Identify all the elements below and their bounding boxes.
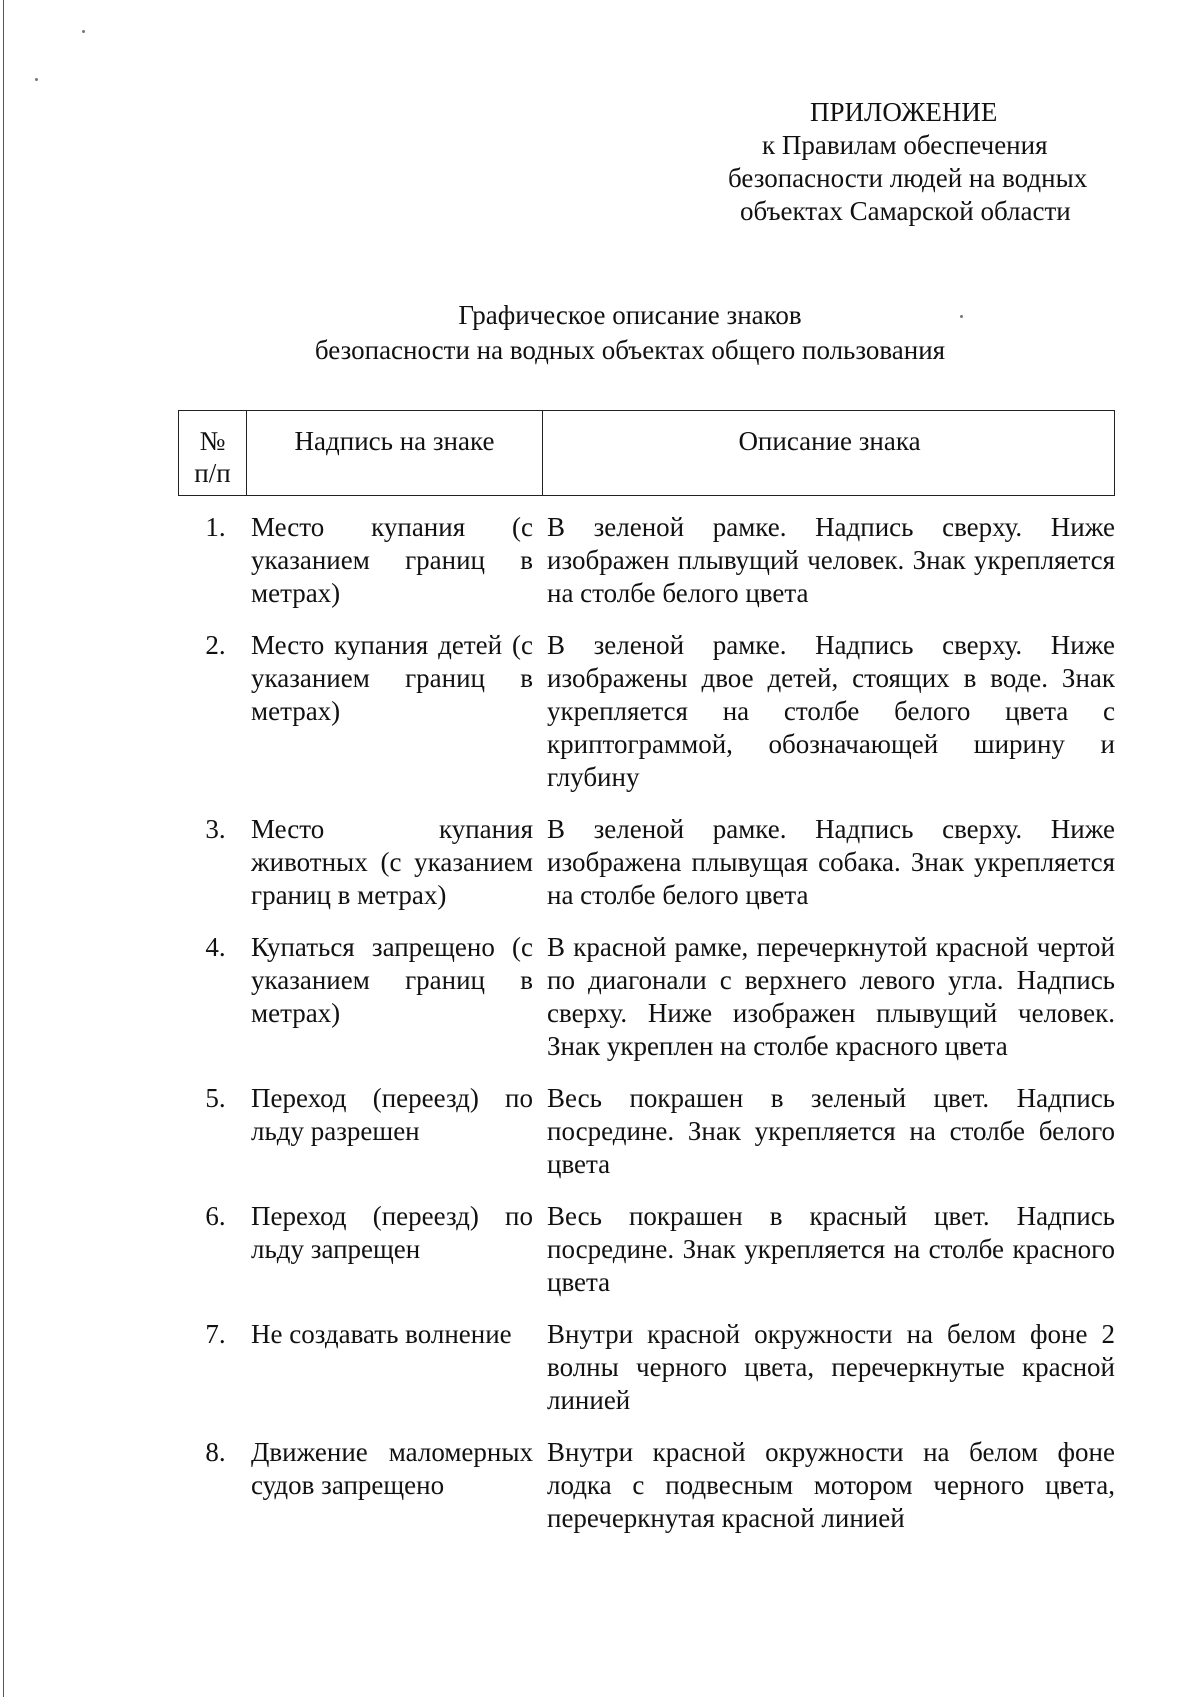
- scan-speck: [82, 30, 85, 33]
- row-number: 1.: [205, 512, 226, 542]
- sign-description: Внутри красной окружности на белом фоне 2 волны черного цвета, перечеркнутые красной линией: [547, 1319, 1115, 1415]
- header-number: № п/п: [194, 426, 231, 488]
- scan-speck: [35, 78, 38, 81]
- row-number: 4.: [205, 932, 226, 962]
- sign-label: Переход (переезд) по льду разрешен: [251, 1083, 533, 1146]
- header-description: Описание знака: [542, 411, 1116, 495]
- sign-description: Весь покрашен в красный цвет. Надпись посредине. Знак укрепляется на столбе красного цвета: [547, 1201, 1115, 1297]
- header-label: Надпись на знаке: [246, 411, 542, 495]
- table-row: [178, 931, 1115, 1063]
- appendix-line: безопасности людей на водных: [728, 163, 1088, 193]
- sign-label: Купаться запрещено (с указанием границ в метрах): [251, 932, 533, 1028]
- table-row: [178, 1436, 1115, 1535]
- sign-description: В зеленой рамке. Надпись сверху. Ниже изображены двое детей, стоящих в воде. Знак укрепляется на столбе белого цвета с криптограммой, обозначающей ширину и глубину: [547, 630, 1115, 792]
- title-line: Графическое описание знаков: [458, 300, 802, 330]
- sign-description: Весь покрашен в зеленый цвет. Надпись посредине. Знак укрепляется на столбе белого цвета: [547, 1083, 1115, 1179]
- sign-description: В красной рамке, перечеркнутой красной чертой по диагонали с верхнего левого угла. Надпись сверху. Ниже изображен плывущий человек. Знак укреплен на столбе красного цвета: [547, 932, 1115, 1061]
- row-number: 2.: [205, 630, 226, 660]
- table-header: [178, 410, 1115, 496]
- scan-edge-line: [3, 0, 4, 1697]
- table-row: [178, 1200, 1115, 1299]
- signs-table: [178, 410, 1115, 1535]
- row-number: 3.: [205, 814, 226, 844]
- appendix-line: к Правилам обеспечения: [762, 130, 1048, 160]
- row-number: 7.: [205, 1319, 226, 1349]
- row-number: 8.: [205, 1437, 226, 1467]
- sign-label: Место купания (с указанием границ в метрах): [251, 512, 533, 608]
- appendix-line: объектах Самарской области: [740, 196, 1071, 226]
- sign-label: Место купания детей (с указанием границ в метрах): [251, 630, 533, 726]
- table-row: [178, 813, 1115, 912]
- row-number: 6.: [205, 1201, 226, 1231]
- sign-label: Место купания животных (с указанием границ в метрах): [251, 814, 533, 910]
- scan-speck: [960, 315, 963, 318]
- document-title: [180, 298, 1080, 368]
- table-row: [178, 1082, 1115, 1181]
- table-row: [178, 629, 1115, 794]
- sign-label: Переход (переезд) по льду запрещен: [251, 1201, 533, 1264]
- sign-description: Внутри красной окружности на белом фоне лодка с подвесным мотором черного цвета, перечеркнутая красной линией: [547, 1437, 1115, 1533]
- table-row: [178, 1318, 1115, 1417]
- sign-label: Не создавать волнение: [251, 1319, 512, 1349]
- table-row: [178, 511, 1115, 610]
- table-body: [178, 511, 1115, 1535]
- sign-label: Движение маломерных судов запрещено: [251, 1437, 533, 1500]
- appendix-title: ПРИЛОЖЕНИЕ: [810, 97, 998, 127]
- sign-description: В зеленой рамке. Надпись сверху. Ниже изображена плывущая собака. Знак укрепляется на столбе белого цвета: [547, 814, 1115, 910]
- appendix-header: [640, 96, 1200, 228]
- row-number: 5.: [205, 1083, 226, 1113]
- title-line: безопасности на водных объектах общего пользования: [314, 335, 946, 365]
- sign-description: В зеленой рамке. Надпись сверху. Ниже изображен плывущий человек. Знак укрепляется на столбе белого цвета: [547, 512, 1115, 608]
